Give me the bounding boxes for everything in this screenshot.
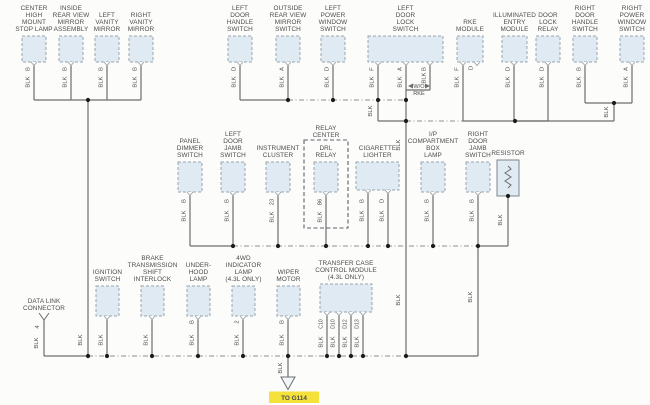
wire-color-label: BLK (324, 76, 331, 88)
junction-dot (404, 119, 408, 123)
ground-reference[interactable] (269, 392, 319, 404)
junction-dot (150, 354, 154, 358)
component-label: LAMP (189, 276, 208, 283)
component-label: TRANSMISSION (127, 262, 178, 269)
wire-color-label: BLK (469, 210, 476, 222)
junction-dot (376, 98, 380, 102)
wire-color-label: BLK (604, 106, 610, 118)
component-label: UNDER- (185, 262, 212, 269)
wire-color-label: BLK (34, 337, 40, 349)
component-box (620, 36, 644, 62)
connector-notch (285, 62, 291, 66)
connector-notch (187, 192, 193, 196)
component-box (221, 162, 245, 192)
component-label: CONTROL MODULE (315, 267, 377, 274)
wire-color-label: BLK (189, 334, 196, 346)
wire-color-label: BLK (396, 294, 402, 306)
connector-notch (375, 62, 381, 66)
component-label: DOOR (538, 12, 558, 19)
arrow-right-icon (425, 84, 430, 89)
connector-notch (237, 62, 243, 66)
connector-notch (31, 62, 37, 66)
wire-color-label: BLK (143, 334, 150, 346)
component-label: BOX (426, 145, 440, 152)
wire-color-label: BLK (269, 211, 276, 223)
component-label: RIGHT (467, 131, 489, 138)
wire-color-label: BLK (132, 76, 139, 88)
component-label: CONNECTOR (23, 305, 65, 312)
component-label: SWITCH (220, 152, 246, 159)
component-label: LOCK (539, 19, 557, 26)
component-box (187, 286, 210, 316)
component-label: RIGHT (621, 5, 643, 12)
component-label: WINDOW (318, 19, 348, 26)
component-transfer-case-control-module (315, 260, 377, 348)
component-label: SWITCH (465, 152, 491, 159)
wire-color-label: BLK (576, 76, 583, 88)
component-label: STOP LAMP (15, 26, 53, 33)
component-box (266, 162, 290, 192)
pin-label: B (224, 199, 231, 203)
wire-color-label: BLK (468, 291, 474, 303)
wire-color-label: BLK (181, 210, 188, 222)
wire-color-label: BLK (330, 336, 337, 348)
component-label: HANDLE (226, 19, 254, 26)
component-label: DOOR (230, 12, 250, 19)
junction-dot (513, 119, 517, 123)
connector-notch (582, 62, 588, 66)
wire-color-label: BLK (318, 336, 325, 348)
component-box (22, 36, 46, 62)
component-label: DATA LINK (27, 298, 61, 305)
junction-dot (86, 98, 90, 102)
component-label: HOOD (188, 269, 209, 276)
pin-label: B (469, 199, 476, 203)
component-box (457, 36, 483, 62)
component-ignition-switch (93, 269, 122, 346)
pin-label: A (623, 67, 630, 71)
component-label: DRL (319, 145, 333, 152)
wire-color-label: BLK (354, 336, 361, 348)
connector-notch (475, 192, 481, 196)
wire-color-label: BLK (317, 211, 324, 223)
pin-label: D (539, 66, 546, 72)
connector-notch (68, 62, 74, 66)
connector-notch (629, 62, 635, 66)
wire-color-label: BLK (368, 105, 374, 117)
component-label: LEFT (224, 131, 242, 138)
component-box (96, 286, 119, 316)
connector-notch (430, 192, 436, 196)
component-label: RELAY (537, 26, 559, 33)
wire-color-label: BLK (224, 210, 231, 222)
component-box (178, 162, 202, 192)
component-label: COMPARTMENT (407, 138, 459, 145)
pin-label: D (505, 66, 512, 72)
connector-notch (149, 316, 155, 320)
pin-label: B (359, 199, 366, 203)
component-box (141, 286, 164, 316)
component-label: CLUSTER (262, 152, 294, 159)
wire-color-label: BLK (505, 76, 512, 88)
connector-notch (240, 316, 246, 320)
connector-notch (230, 192, 236, 196)
component-label: POWER (320, 12, 346, 19)
pin-label: B (279, 320, 286, 324)
component-label: INSTRUMENT (256, 145, 300, 152)
component-box (368, 36, 443, 62)
connector-notch (403, 62, 409, 66)
component-box (228, 36, 252, 62)
component-box (421, 162, 445, 192)
component-label: OUTSIDE (273, 5, 303, 12)
connector-notch (195, 316, 201, 320)
component-label: (4.3L ONLY) (327, 274, 365, 281)
wire-color-label: BLK (421, 72, 428, 84)
component-label: DOOR (575, 12, 595, 19)
component-box (320, 284, 372, 312)
component-label: VANITY (129, 19, 153, 26)
junction-dot (476, 244, 480, 248)
component-wiper-motor (276, 269, 300, 346)
component-label: SWITCH (619, 26, 645, 33)
connector-notch (138, 62, 144, 66)
component-label: DOOR (468, 138, 488, 145)
junction-dot (241, 354, 245, 358)
component-label: MIRROR (93, 26, 121, 33)
component-label: RELAY (315, 152, 337, 159)
component-label: MIRROR (274, 19, 302, 26)
component-label: SHIFT (143, 269, 162, 276)
wire-color-label: BLK (424, 210, 431, 222)
component-rke-module (455, 19, 484, 88)
junction-dot (286, 354, 290, 358)
junction-dot (105, 354, 109, 358)
component-label: LAMP (234, 269, 253, 276)
component-label: INDICATOR (225, 262, 262, 269)
wire-color-label: BLK (397, 76, 404, 88)
component-label: RKE (463, 19, 477, 26)
junction-dot (196, 354, 200, 358)
wire-color-label: BLK (279, 76, 286, 88)
component-label: MODULE (500, 26, 529, 33)
component-box (466, 162, 490, 192)
wire-color-label: BLK (278, 362, 284, 374)
component-resistor (491, 150, 525, 196)
pin-label: B (181, 199, 188, 203)
wire-color-label: BLK (379, 210, 386, 222)
component-label: SWITCH (275, 26, 301, 33)
connector-notch (336, 312, 342, 316)
connector-notch (330, 62, 336, 66)
component-box (502, 36, 527, 62)
pin-label: B (576, 67, 583, 71)
connector-notch (460, 62, 466, 66)
component-label: SWITCH (320, 26, 346, 33)
connector-fork-icon (39, 313, 49, 320)
component-label: LEFT (324, 5, 342, 12)
component-label: MOTOR (276, 276, 301, 283)
pin-label: 86 (317, 198, 324, 206)
component-label: JAMB (224, 145, 242, 152)
annotation-text: RKE (413, 91, 425, 97)
connector-notch (365, 190, 371, 194)
component-box (129, 36, 153, 62)
pin-label: D12 (342, 319, 349, 329)
component-label: SWITCH (177, 152, 203, 159)
connector-notch (285, 316, 291, 320)
junction-dot (506, 194, 510, 198)
pin-label: D10 (330, 319, 337, 329)
pin-label: D (231, 66, 238, 72)
component-box (95, 36, 119, 62)
wires (34, 62, 632, 377)
component-label: CENTER (20, 5, 48, 12)
junction-dot (612, 101, 616, 105)
component-label: BRAKE (141, 255, 164, 262)
component-box (356, 162, 399, 190)
pin-label: F (369, 67, 376, 71)
connector-notch (427, 62, 433, 66)
wire-color-label: BLK (454, 76, 461, 88)
wire-color-label: BLK (498, 214, 504, 226)
component-label: CIGARETTE (358, 145, 397, 152)
component-box (314, 162, 338, 192)
wire-color-label: BLK (279, 334, 286, 346)
pin-label: B (25, 67, 32, 71)
component-box (276, 36, 300, 62)
component-label: WIPER (277, 269, 300, 276)
connector-notch (104, 62, 110, 66)
junction-dot (404, 98, 408, 102)
component-label: MOUNT (22, 19, 46, 26)
component-label: INSIDE (60, 5, 82, 12)
pin-label: B (98, 67, 105, 71)
component-label: LOCK (396, 19, 415, 26)
component-label: IGNITION (92, 269, 123, 276)
component-box (573, 36, 597, 62)
component-label: LEFT (397, 5, 414, 12)
pin-label: D (324, 66, 331, 72)
component-illuminated-entry-module (493, 12, 536, 88)
container-label: RELAY (315, 125, 337, 132)
junction-dot (349, 354, 353, 358)
connector-notch (385, 190, 391, 194)
junction-dot (361, 354, 365, 358)
wire-color-label: BLK (359, 210, 366, 222)
ground-reference-label[interactable]: TO G114 (281, 395, 307, 402)
pin-label: 4 (35, 325, 41, 329)
component-label: ENTRY (503, 19, 526, 26)
wire-color-label: BLK (234, 334, 241, 346)
component-label: SWITCH (227, 26, 253, 33)
connector-notch (511, 62, 517, 66)
connector-notch (360, 312, 366, 316)
connector-notch (275, 192, 281, 196)
junction-dot (276, 244, 280, 248)
component-cigarette-lighter (356, 145, 399, 222)
component-brake-transmission-shift-interlock (128, 255, 178, 346)
component-label: HANDLE (571, 19, 599, 26)
junction-dot (337, 354, 341, 358)
annotation-text: W/O (413, 84, 425, 90)
component-label: RIGHT (574, 5, 596, 12)
junction-dot (386, 244, 390, 248)
junction-dot (231, 244, 235, 248)
component-label: LEFT (231, 5, 249, 12)
component-label: (4.3L ONLY) (225, 276, 262, 283)
component-label: DOOR (395, 12, 416, 19)
pin-label: F (454, 67, 461, 71)
junction-dot (325, 354, 329, 358)
junction-dot (404, 354, 408, 358)
connector-notch (474, 62, 480, 66)
component-label: POWER (619, 12, 645, 19)
wire-color-label: BLK (98, 334, 105, 346)
component-label: MIRROR (127, 26, 155, 33)
junction-dot (324, 244, 328, 248)
component-label: REAR VIEW (52, 12, 90, 19)
pin-label: B (62, 67, 69, 71)
component-label: SWITCH (94, 276, 121, 283)
pin-label: D13 (354, 319, 361, 329)
component-label: DIMMER (176, 145, 204, 152)
component-label: VANITY (95, 19, 119, 26)
junction-dot (366, 244, 370, 248)
pin-label: B (424, 199, 431, 203)
pin-label: B (189, 320, 196, 324)
pin-label: D (468, 65, 475, 71)
wire-color-label: BLK (396, 139, 402, 151)
wire-color-label: BLK (78, 334, 84, 346)
pin-label: B (132, 67, 139, 71)
pin-label: A (397, 67, 404, 71)
junction-dot (286, 98, 290, 102)
component-box (321, 36, 345, 62)
connector-notch (348, 312, 354, 316)
wire-run-labels (78, 105, 610, 373)
junction-dot (331, 98, 335, 102)
wire-color-label: BLK (98, 76, 105, 88)
off-page-arrow-icon (281, 377, 295, 390)
wire-color-label: BLK (539, 76, 546, 88)
junction-dot (86, 354, 90, 358)
wire-color-label: BLK (342, 336, 349, 348)
pin-label: D (379, 198, 386, 204)
connector-notch (545, 62, 551, 66)
component-box (497, 160, 519, 196)
component-label: I/P (428, 131, 438, 138)
component-label: ILLUMINATED (493, 12, 536, 19)
component-label: LIGHTER (363, 152, 392, 159)
pin-label: B (421, 67, 428, 71)
connector-notch (323, 192, 329, 196)
component-label: MODULE (456, 26, 484, 33)
component-label: MIRROR (57, 19, 85, 26)
component-label: SWITCH (392, 26, 419, 33)
pin-label: C10 (318, 319, 325, 329)
component-label: PANEL (179, 138, 201, 145)
junction-dot (431, 244, 435, 248)
wire-color-label: BLK (25, 76, 32, 88)
connector-notch (324, 312, 330, 316)
component-label: ASSEMBLY (53, 26, 89, 33)
wire-color-label: BLK (62, 76, 69, 88)
component-label: REAR VIEW (269, 12, 307, 19)
container-label: CENTER (312, 132, 340, 139)
wire-color-label: BLK (369, 76, 376, 88)
component-label: RESISTOR (491, 150, 525, 157)
connector-notch (104, 316, 110, 320)
component-box (232, 286, 255, 316)
wire-color-label: BLK (231, 76, 238, 88)
pin-label: 23 (269, 198, 276, 206)
component-label: SWITCH (572, 26, 598, 33)
component-label: 4WD (236, 255, 251, 262)
wire-color-label: BLK (623, 76, 630, 88)
component-label: TRANSFER CASE (318, 260, 374, 267)
arrow-left-icon (408, 84, 413, 89)
component-label: LAMP (424, 152, 442, 159)
component-box (536, 36, 560, 62)
component-label: HIGH (25, 12, 43, 19)
pin-label: 2 (234, 320, 241, 324)
component-label: JAMB (469, 145, 487, 152)
component-label: LEFT (98, 12, 116, 19)
component-box (277, 286, 300, 316)
component-label: INTERLOCK (133, 276, 172, 283)
component-label: RIGHT (130, 12, 152, 19)
pin-label: A (279, 67, 286, 71)
component-box (59, 36, 83, 62)
component-label: DOOR (223, 138, 243, 145)
component-label: WINDOW (617, 19, 647, 26)
